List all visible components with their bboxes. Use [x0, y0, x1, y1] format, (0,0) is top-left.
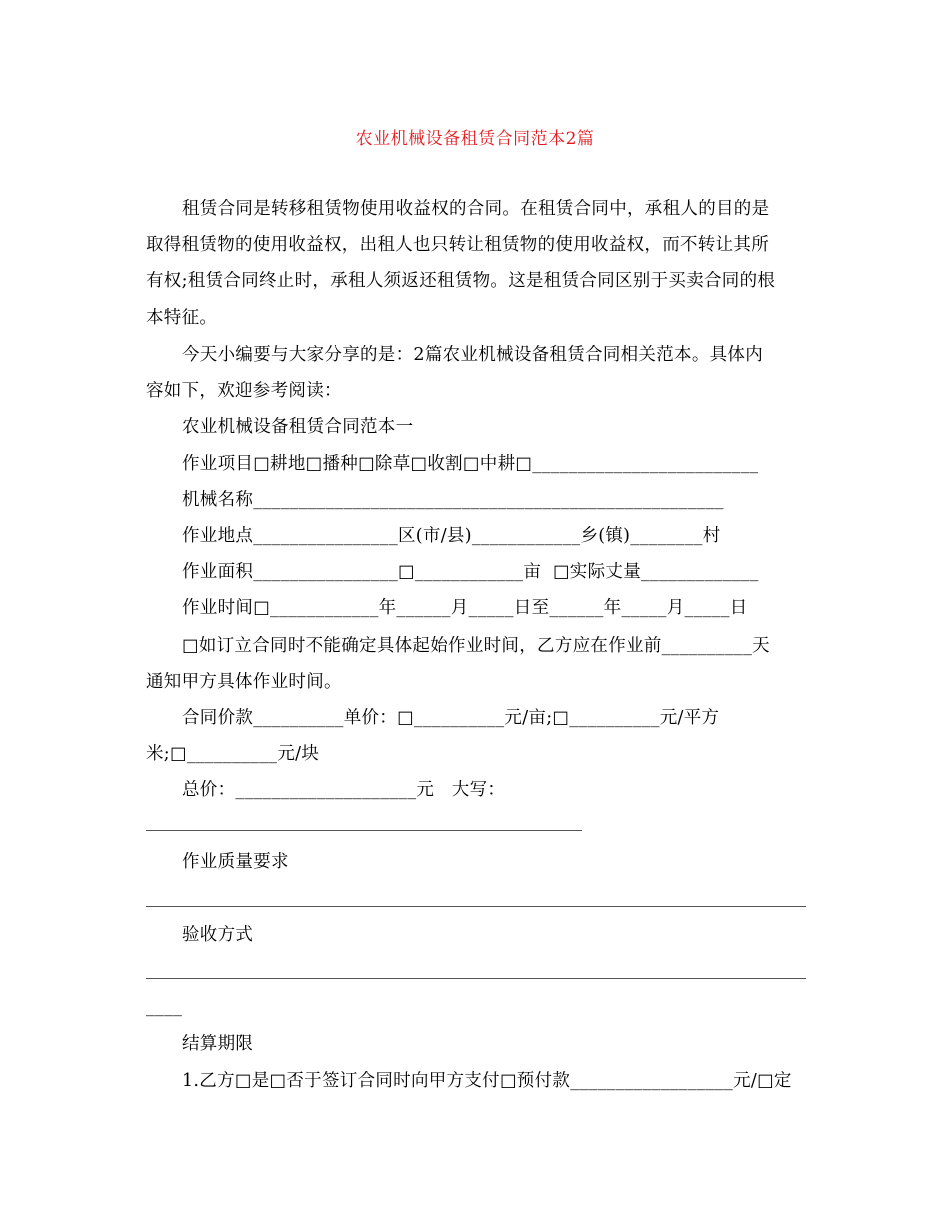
paragraph-line: 今天小编要与大家分享的是：2篇农业机械设备租赁合同相关范本。具体内	[182, 345, 764, 365]
form-line-clause-1: 1.乙方□是□否于签订合同时向甲方支付□预付款__________________元/□定	[182, 1071, 792, 1091]
blank-rule-tail: ____	[146, 997, 183, 1017]
blank-rule	[146, 906, 806, 907]
form-line-quality: 作业质量要求	[182, 852, 289, 872]
paragraph-line: 容如下，欢迎参考阅读：	[146, 381, 342, 401]
paragraph-line: 取得租赁物的使用收益权，出租人也只转让租赁物的使用收益权，而不转让其所	[146, 235, 769, 255]
blank-rule	[146, 978, 806, 979]
form-line-total: 总价：____________________元 大写：	[182, 780, 506, 800]
form-line-work-location: 作业地点________________区(市/县)____________乡(镇)________村	[182, 526, 721, 546]
form-line-work-time: 作业时间□____________年______月_____日至______年_____月_____日	[182, 598, 748, 618]
form-line-price: 合同价款__________单价：□__________元/亩;□__________元/平方	[182, 708, 720, 728]
form-line-acceptance: 验收方式	[182, 925, 254, 945]
form-line-work-items: 作业项目□耕地□播种□除草□收割□中耕□_________________________	[182, 454, 759, 474]
paragraph-line: 租赁合同是转移租赁物使用收益权的合同。在租赁合同中，承租人的目的是	[182, 199, 770, 219]
paragraph-line: 本特征。	[146, 308, 218, 328]
form-line-machine-name: 机械名称____________________________________________________	[182, 490, 724, 510]
form-line-settlement: 结算期限	[182, 1034, 254, 1054]
form-line-notice: □如订立合同时不能确定具体起始作业时间，乙方应在作业前__________天	[182, 636, 770, 656]
paragraph-line: 有权;租赁合同终止时，承租人须返还租赁物。这是租赁合同区别于买卖合同的根	[146, 271, 776, 291]
form-line-work-area: 作业面积________________□____________亩 □实际丈量_____________	[182, 562, 759, 582]
form-line-price-cont: 米;□__________元/块	[146, 744, 320, 764]
blank-rule	[146, 830, 582, 831]
section-heading: 农业机械设备租赁合同范本一	[182, 417, 414, 437]
document-title: 农业机械设备租赁合同范本2篇	[355, 129, 595, 149]
form-line-notice-cont: 通知甲方具体作业时间。	[146, 672, 342, 692]
